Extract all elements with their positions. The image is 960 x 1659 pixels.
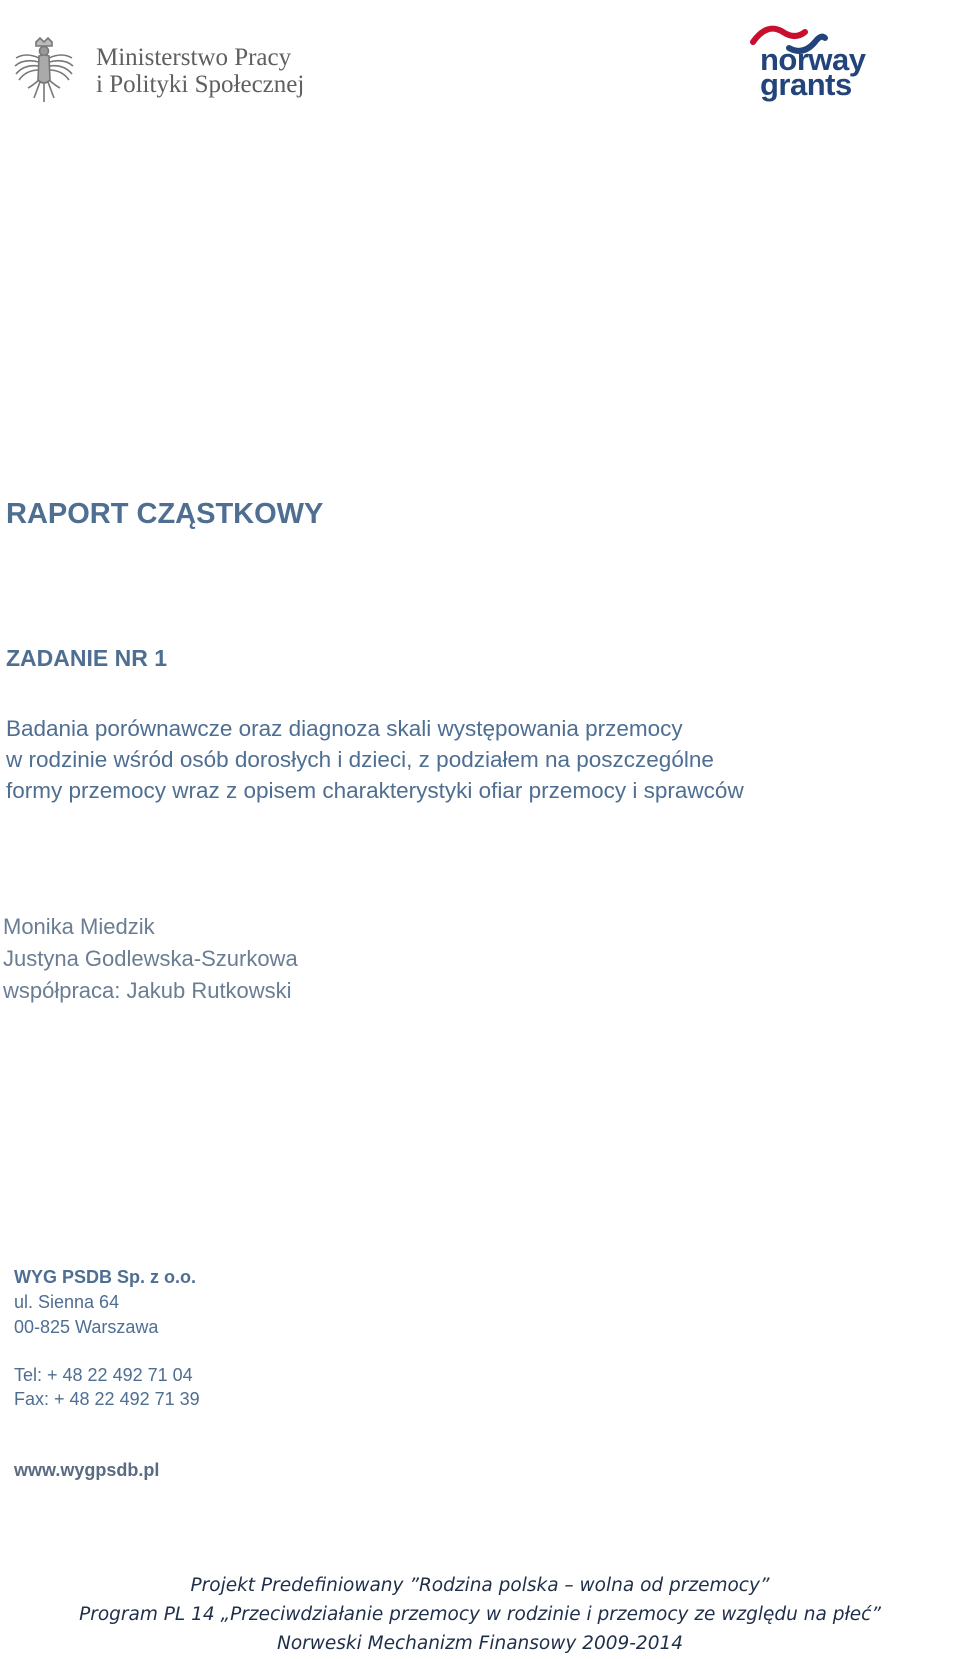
report-title: RAPORT CZĄSTKOWY <box>6 498 324 530</box>
polish-eagle-emblem-icon <box>12 36 76 108</box>
company-city: 00-825 Warszawa <box>14 1317 159 1337</box>
ministry-name-line-1: Ministerstwo Pracy <box>96 44 292 71</box>
collaborator-name: współpraca: Jakub Rutkowski <box>3 978 292 1003</box>
grants-word: grants <box>760 67 852 102</box>
author-name: Monika Miedzik <box>3 914 155 939</box>
ministry-logo <box>0 0 340 120</box>
footer-mechanism-line: Norweski Mechanizm Finansowy 2009-2014 <box>276 1633 684 1654</box>
ministry-name-line-2: i Polityki Społecznej <box>96 71 305 98</box>
subject-line: formy przemocy wraz z opisem charakterystyki ofiar przemocy i sprawców <box>6 778 744 803</box>
company-fax: Fax: + 48 22 492 71 39 <box>14 1389 200 1409</box>
company-street: ul. Sienna 64 <box>14 1292 120 1312</box>
norway-grants-logo <box>740 10 866 110</box>
norway-word: norway <box>760 42 866 77</box>
subject-line: Badania porównawcze oraz diagnoza skali występowania przemocy <box>6 716 683 741</box>
task-number: ZADANIE NR 1 <box>6 645 168 671</box>
footer-program-line: Program PL 14 „Przeciwdziałanie przemocy w rodzinie i przemocy ze względu na płeć” <box>79 1604 881 1625</box>
company-website-link[interactable]: www.wygpsdb.pl <box>14 1460 160 1480</box>
author-name: Justyna Godlewska-Szurkowa <box>3 946 298 971</box>
company-name: WYG PSDB Sp. z o.o. <box>14 1267 197 1287</box>
company-phone: Tel: + 48 22 492 71 04 <box>14 1365 193 1385</box>
footer-project-line: Projekt Predefiniowany ”Rodzina polska – wolna od przemocy” <box>190 1575 770 1596</box>
subject-line: w rodzinie wśród osób dorosłych i dzieci, z podziałem na poszczególne <box>6 747 714 772</box>
